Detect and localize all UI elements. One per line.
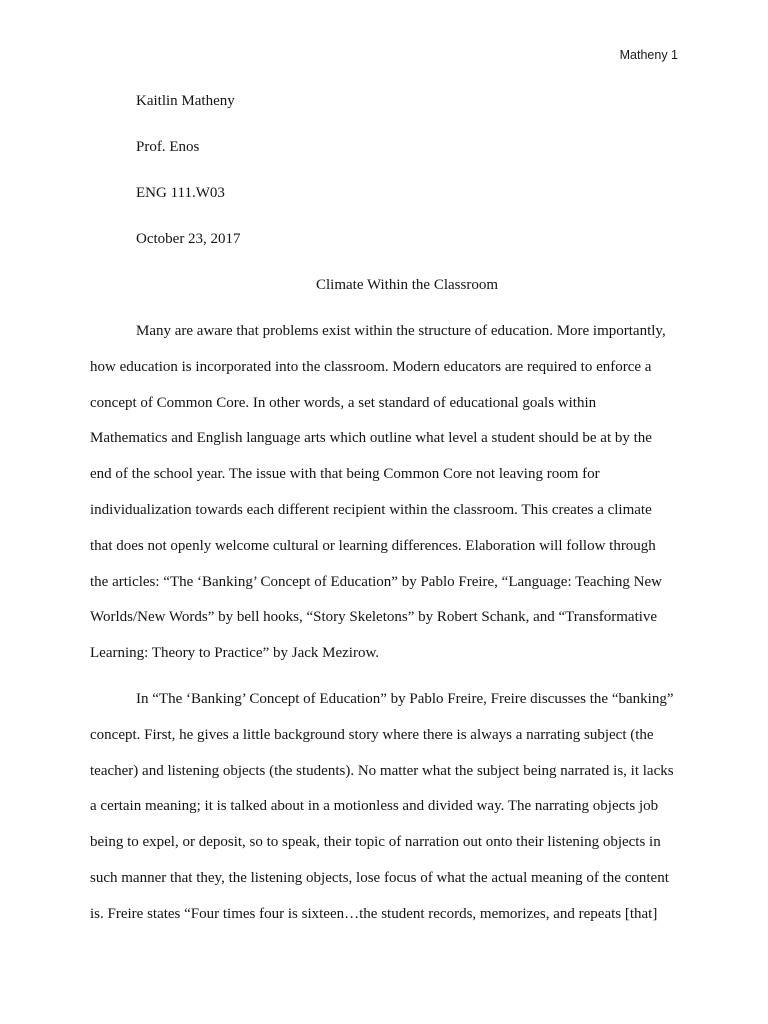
- paragraph-line: end of the school year. The issue with that being Common Core not leaving room for: [90, 466, 600, 483]
- paragraph-line: being to expel, or deposit, so to speak, their topic of narration out onto their listening objects in: [90, 834, 661, 851]
- heading-author: [90, 84, 678, 120]
- running-head: Matheny 1: [619, 48, 678, 62]
- paragraph-line: teacher) and listening objects (the students). No matter what the subject being narrated is, it lacks: [90, 762, 674, 779]
- paragraph-line: concept of Common Core. In other words, a set standard of educational goals within: [90, 394, 597, 411]
- paragraph-line: Worlds/New Words” by bell hooks, “Story Skeletons” by Robert Schank, and “Transformative: [90, 609, 658, 626]
- paragraph-line: how education is incorporated into the classroom. Modern educators are required to enforce a: [90, 358, 652, 375]
- title-block: [90, 268, 678, 304]
- paragraph-line: individualization towards each different recipient within the classroom. This creates a climate: [90, 501, 652, 518]
- paragraph-line: concept. First, he gives a little background story where there is always a narrating subject (the: [90, 726, 654, 743]
- paragraph-line: that does not openly welcome cultural or learning differences. Elaboration will follow through: [90, 537, 656, 554]
- course-code: ENG 111.W03: [136, 184, 225, 201]
- body-paragraph-2: [90, 682, 678, 933]
- document-body: [90, 84, 678, 943]
- paragraph-line: Learning: Theory to Practice” by Jack Mezirow.: [90, 645, 380, 662]
- heading-instructor: [90, 130, 678, 166]
- author-name: Kaitlin Matheny: [136, 93, 235, 109]
- heading-course: [90, 176, 678, 212]
- instructor-name: Prof. Enos: [136, 138, 200, 155]
- paragraph-line: is. Freire states “Four times four is sixteen…the student records, memorizes, and repeats [that]: [90, 905, 658, 922]
- heading-date: [90, 222, 678, 258]
- essay-title: Climate Within the Classroom: [315, 276, 499, 293]
- essay-date: October 23, 2017: [136, 230, 241, 247]
- paragraph-line: the articles: “The ‘Banking’ Concept of Education” by Pablo Freire, “Language: Teaching New: [90, 573, 662, 590]
- paragraph-line: a certain meaning; it is talked about in a motionless and divided way. The narrating objects job: [90, 798, 659, 815]
- paragraph-line: Many are aware that problems exist within the structure of education. More importantly,: [136, 322, 666, 339]
- paragraph-line: such manner that they, the listening objects, lose focus of what the actual meaning of the content: [90, 870, 669, 887]
- paragraph-line: In “The ‘Banking’ Concept of Education” by Pablo Freire, Freire discusses the “banking”: [136, 691, 674, 708]
- body-paragraph-1: [90, 314, 678, 672]
- paragraph-line: Mathematics and English language arts which outline what level a student should be at by the: [90, 430, 652, 447]
